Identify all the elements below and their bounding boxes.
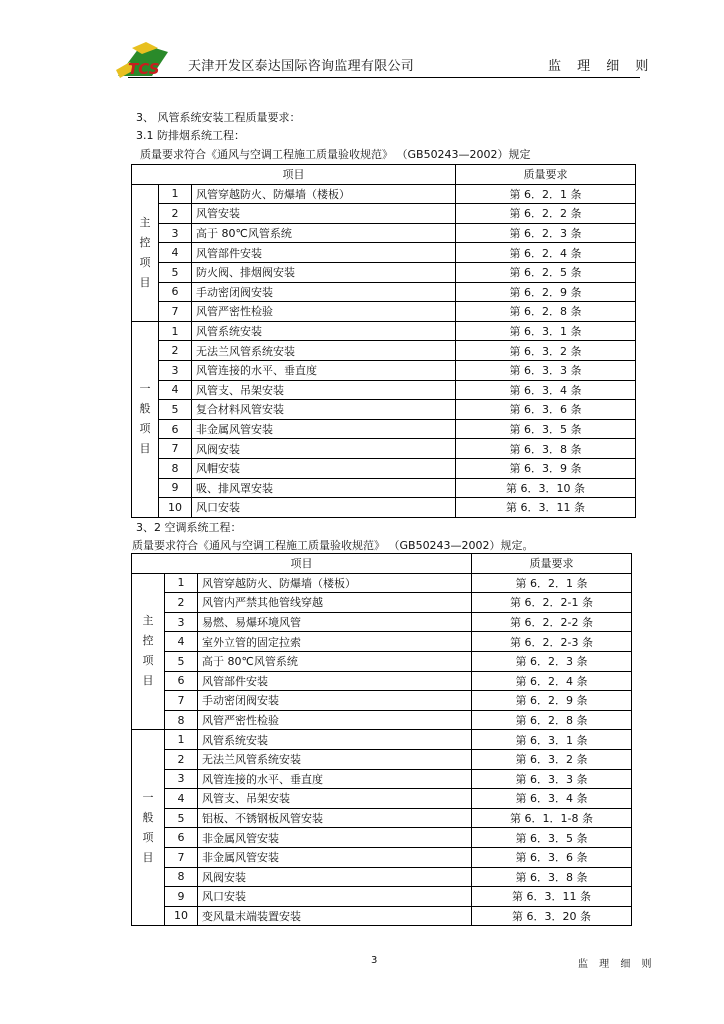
row-number: 7 — [159, 302, 192, 322]
section-heading: 3、 风管系统安装工程质量要求： — [136, 111, 301, 124]
row-number: 7 — [165, 847, 198, 867]
row-requirement: 第 6．3．11 条 — [456, 498, 636, 518]
row-requirement: 第 6．3．5 条 — [456, 419, 636, 439]
row-requirement: 第 6．3．1 条 — [456, 321, 636, 341]
document-title: 监 理 细 则 — [548, 59, 655, 74]
table-row — [132, 691, 632, 711]
table-row — [132, 593, 632, 613]
row-item: 吸、排风罩安装 — [192, 478, 456, 498]
quality-table-1 — [131, 164, 636, 518]
group-char: 目 — [142, 674, 154, 688]
table-row — [132, 380, 636, 400]
group-label-general — [132, 730, 165, 926]
row-requirement: 第 6．2．8 条 — [472, 710, 632, 730]
row-number: 1 — [165, 573, 198, 593]
table-row — [132, 302, 636, 322]
row-item: 风口安装 — [198, 887, 472, 907]
row-requirement: 第 6．2．1 条 — [472, 573, 632, 593]
table-row — [132, 439, 636, 459]
row-requirement: 第 6．3．20 条 — [472, 906, 632, 926]
row-number: 2 — [165, 749, 198, 769]
row-requirement: 第 6．3．6 条 — [456, 400, 636, 420]
row-number: 5 — [159, 400, 192, 420]
row-number: 4 — [159, 243, 192, 263]
row-requirement: 第 6．1．1-8 条 — [472, 808, 632, 828]
group-char: 目 — [139, 442, 151, 456]
group-char: 项 — [139, 255, 151, 269]
row-item: 风管穿越防火、防爆墙（楼板） — [192, 184, 456, 204]
row-item: 高于 80℃风管系统 — [198, 651, 472, 671]
row-number: 8 — [159, 458, 192, 478]
row-requirement: 第 6．2．1 条 — [456, 184, 636, 204]
row-number: 8 — [165, 867, 198, 887]
row-item: 无法兰风管系统安装 — [192, 341, 456, 361]
row-number: 4 — [159, 380, 192, 400]
logo-text: TCS — [128, 60, 160, 78]
row-requirement: 第 6．3．6 条 — [472, 847, 632, 867]
subsection-1-note: 质量要求符合《通风与空调工程施工质量验收规范》 （GB50243—2002）规定 — [140, 148, 531, 161]
table-row — [132, 749, 632, 769]
row-item: 风管连接的水平、垂直度 — [192, 360, 456, 380]
row-number: 6 — [165, 828, 198, 848]
group-char: 一 — [139, 382, 151, 396]
header-requirement: 质量要求 — [472, 554, 632, 574]
row-number: 10 — [165, 906, 198, 926]
row-item: 高于 80℃风管系统 — [192, 223, 456, 243]
row-requirement: 第 6．2．9 条 — [456, 282, 636, 302]
row-item: 风阀安装 — [198, 867, 472, 887]
row-item: 非金属风管安装 — [198, 828, 472, 848]
header-requirement: 质量要求 — [456, 165, 636, 185]
row-requirement: 第 6．3．2 条 — [456, 341, 636, 361]
table-row — [132, 243, 636, 263]
row-number: 7 — [165, 691, 198, 711]
table-row — [132, 612, 632, 632]
row-requirement: 第 6．3．8 条 — [456, 439, 636, 459]
row-item: 风管内严禁其他管线穿越 — [198, 593, 472, 613]
row-requirement: 第 6．3．9 条 — [456, 458, 636, 478]
row-number: 4 — [165, 632, 198, 652]
row-item: 铝板、不锈钢板风管安装 — [198, 808, 472, 828]
group-char: 主 — [142, 614, 154, 628]
group-char: 目 — [139, 275, 151, 289]
table-row — [132, 671, 632, 691]
row-requirement: 第 6．2．2-1 条 — [472, 593, 632, 613]
row-requirement: 第 6．3．3 条 — [472, 769, 632, 789]
row-number: 6 — [159, 282, 192, 302]
row-item: 风管穿越防火、防爆墙（楼板） — [198, 573, 472, 593]
row-requirement: 第 6．2．2-2 条 — [472, 612, 632, 632]
group-label-main — [132, 573, 165, 730]
table-row — [132, 632, 632, 652]
row-requirement: 第 6．3．1 条 — [472, 730, 632, 750]
row-requirement: 第 6．2．4 条 — [472, 671, 632, 691]
table-row — [132, 730, 632, 750]
row-requirement: 第 6．3．11 条 — [472, 887, 632, 907]
table-row — [132, 282, 636, 302]
row-item: 复合材料风管安装 — [192, 400, 456, 420]
table-row — [132, 906, 632, 926]
table-row — [132, 498, 636, 518]
row-item: 易燃、易爆环境风管 — [198, 612, 472, 632]
row-requirement: 第 6．3．8 条 — [472, 867, 632, 887]
row-item: 风管系统安装 — [192, 321, 456, 341]
header-item: 项目 — [132, 165, 456, 185]
group-char: 般 — [142, 810, 154, 824]
row-requirement: 第 6．2．9 条 — [472, 691, 632, 711]
row-item: 风阀安装 — [192, 439, 456, 459]
table-row — [132, 360, 636, 380]
table-row — [132, 419, 636, 439]
row-item: 非金属风管安装 — [198, 847, 472, 867]
table-row — [132, 887, 632, 907]
row-number: 5 — [165, 808, 198, 828]
group-char: 项 — [142, 830, 154, 844]
table-header-row — [132, 165, 636, 185]
row-requirement: 第 6．3．4 条 — [472, 789, 632, 809]
group-char: 项 — [142, 654, 154, 668]
row-number: 1 — [159, 321, 192, 341]
row-number: 3 — [159, 360, 192, 380]
table-row — [132, 458, 636, 478]
row-item: 风口安装 — [192, 498, 456, 518]
row-number: 9 — [159, 478, 192, 498]
table-row — [132, 321, 636, 341]
subsection-2-note: 质量要求符合《通风与空调工程施工质量验收规范》 （GB50243—2002）规定。 — [132, 539, 534, 552]
row-requirement: 第 6．2．3 条 — [456, 223, 636, 243]
table-row — [132, 341, 636, 361]
group-char: 控 — [139, 235, 151, 249]
table-row — [132, 223, 636, 243]
row-item: 室外立管的固定拉索 — [198, 632, 472, 652]
table-row — [132, 769, 632, 789]
group-label-main — [132, 184, 159, 321]
row-number: 2 — [165, 593, 198, 613]
table-row — [132, 262, 636, 282]
table-row — [132, 867, 632, 887]
row-number: 7 — [159, 439, 192, 459]
row-item: 手动密闭阀安装 — [192, 282, 456, 302]
row-requirement: 第 6．3．10 条 — [456, 478, 636, 498]
row-item: 风管连接的水平、垂直度 — [198, 769, 472, 789]
row-requirement: 第 6．3．4 条 — [456, 380, 636, 400]
row-requirement: 第 6．2．2 条 — [456, 204, 636, 224]
row-number: 1 — [159, 184, 192, 204]
table-row — [132, 828, 632, 848]
row-number: 9 — [165, 887, 198, 907]
row-number: 10 — [159, 498, 192, 518]
row-number: 2 — [159, 341, 192, 361]
row-number: 2 — [159, 204, 192, 224]
group-char: 般 — [139, 402, 151, 416]
row-item: 风管安装 — [192, 204, 456, 224]
table-row — [132, 789, 632, 809]
row-number: 8 — [165, 710, 198, 730]
row-requirement: 第 6．2．4 条 — [456, 243, 636, 263]
row-requirement: 第 6．2．3 条 — [472, 651, 632, 671]
group-char: 控 — [142, 634, 154, 648]
row-number: 5 — [165, 651, 198, 671]
table-row — [132, 651, 632, 671]
row-item: 无法兰风管系统安装 — [198, 749, 472, 769]
row-number: 3 — [165, 769, 198, 789]
header-item: 项目 — [132, 554, 472, 574]
table-row — [132, 808, 632, 828]
row-item: 风管系统安装 — [198, 730, 472, 750]
table-header-row — [132, 554, 632, 574]
row-number: 6 — [159, 419, 192, 439]
group-char: 主 — [139, 215, 151, 229]
footer-title: 监 理 细 则 — [578, 959, 656, 970]
company-logo — [112, 40, 174, 82]
row-item: 防火阀、排烟阀安装 — [192, 262, 456, 282]
header-divider — [128, 77, 640, 78]
row-number: 5 — [159, 262, 192, 282]
row-item: 非金属风管安装 — [192, 419, 456, 439]
table-row — [132, 573, 632, 593]
group-label-general — [132, 321, 159, 517]
table-row — [132, 184, 636, 204]
table-row — [132, 204, 636, 224]
page-number: 3 — [371, 955, 378, 966]
row-item: 风管严密性检验 — [192, 302, 456, 322]
row-item: 风管部件安装 — [198, 671, 472, 691]
row-item: 手动密闭阀安装 — [198, 691, 472, 711]
table-row — [132, 847, 632, 867]
row-item: 风管严密性检验 — [198, 710, 472, 730]
row-item: 风帽安装 — [192, 458, 456, 478]
row-requirement: 第 6．2．5 条 — [456, 262, 636, 282]
table-row — [132, 478, 636, 498]
group-char: 一 — [142, 790, 154, 804]
subsection-2-heading: 3、2 空调系统工程： — [136, 521, 242, 534]
row-requirement: 第 6．3．2 条 — [472, 749, 632, 769]
row-item: 风管支、吊架安装 — [192, 380, 456, 400]
row-item: 变风量末端装置安装 — [198, 906, 472, 926]
company-name: 天津开发区泰达国际咨询监理有限公司 — [188, 59, 415, 74]
row-number: 4 — [165, 789, 198, 809]
table-row — [132, 710, 632, 730]
row-number: 6 — [165, 671, 198, 691]
row-item: 风管部件安装 — [192, 243, 456, 263]
row-number: 3 — [165, 612, 198, 632]
row-requirement: 第 6．2．8 条 — [456, 302, 636, 322]
quality-table-2 — [131, 553, 632, 926]
group-char: 项 — [139, 422, 151, 436]
table-row — [132, 400, 636, 420]
row-number: 3 — [159, 223, 192, 243]
subsection-1-heading: 3.1 防排烟系统工程： — [136, 129, 245, 142]
row-item: 风管支、吊架安装 — [198, 789, 472, 809]
row-requirement: 第 6．3．3 条 — [456, 360, 636, 380]
group-char: 目 — [142, 850, 154, 864]
row-number: 1 — [165, 730, 198, 750]
row-requirement: 第 6．3．5 条 — [472, 828, 632, 848]
row-requirement: 第 6．2．2-3 条 — [472, 632, 632, 652]
